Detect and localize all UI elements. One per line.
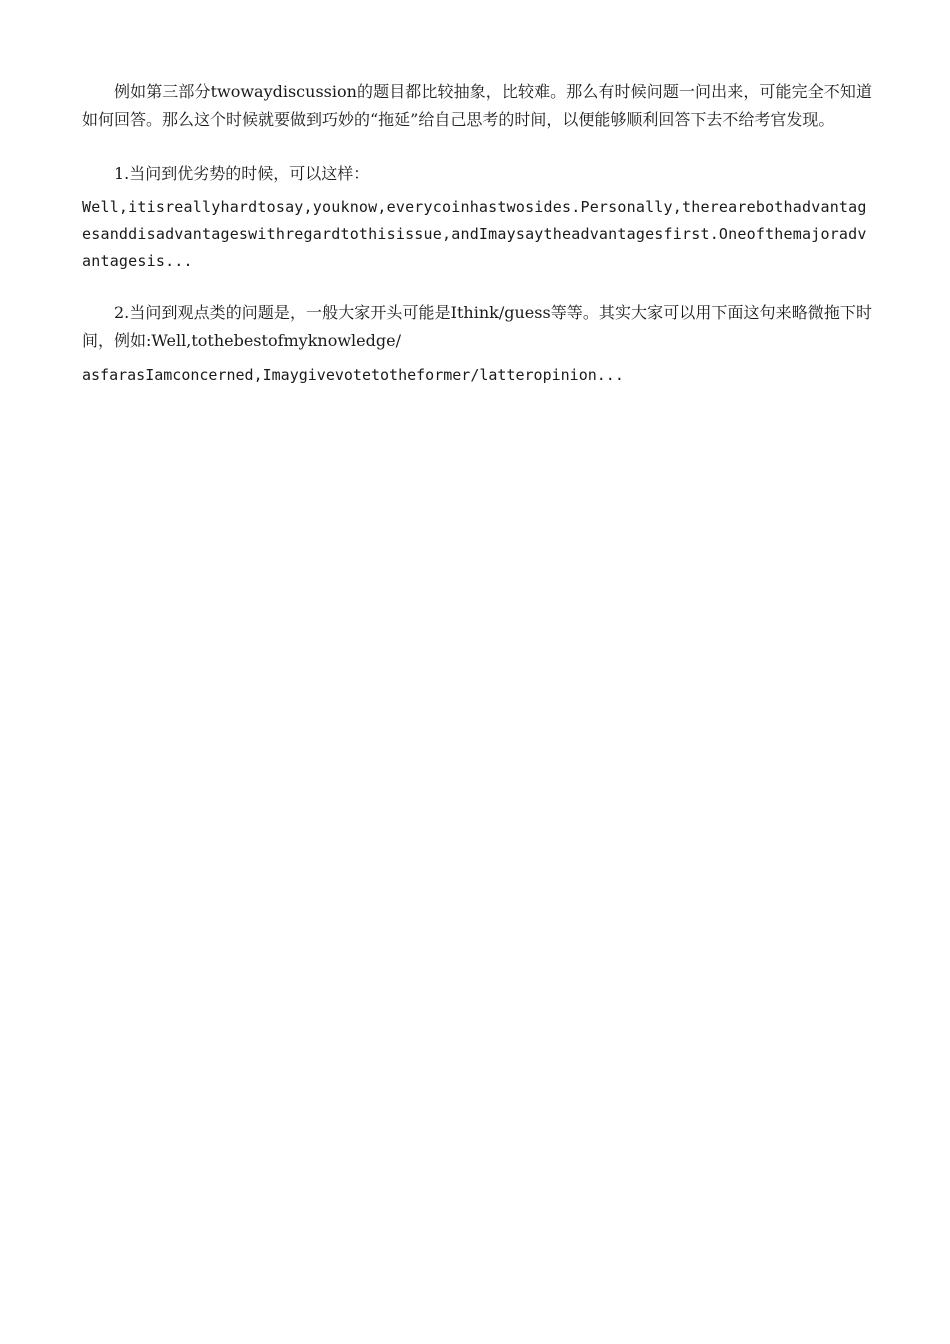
point-2-paragraph: 2.当问到观点类的问题是，一般大家开头可能是Ithink/guess等等。其实大家可以用下面这句来略微拖下时间，例如:Well,tothebestofmyknowledge/ <box>82 303 872 350</box>
point-2-example: asfarasIamconcerned,Imaygivevotetotheformer/latteropinion... <box>82 366 624 384</box>
point-1-example: Well,itisreallyhardtosay,youknow,everycoinhastwosides.Personally,therearebothadvantagesanddisadvantageswithregardtothisissue,andImaysaytheadvantagesfirst.Oneofthemajoradvantagesis... <box>82 198 867 270</box>
document-page <box>82 78 872 389</box>
intro-paragraph: 例如第三部分twowaydiscussion的题目都比较抽象，比较难。那么有时候问题一问出来，可能完全不知道如何回答。那么这个时候就要做到巧妙的“拖延”给自己思考的时间，以便能够顺利回答下去不给考官发现。 <box>82 82 872 129</box>
point-1-heading: 1.当问到优劣势的时候，可以这样： <box>114 164 370 183</box>
